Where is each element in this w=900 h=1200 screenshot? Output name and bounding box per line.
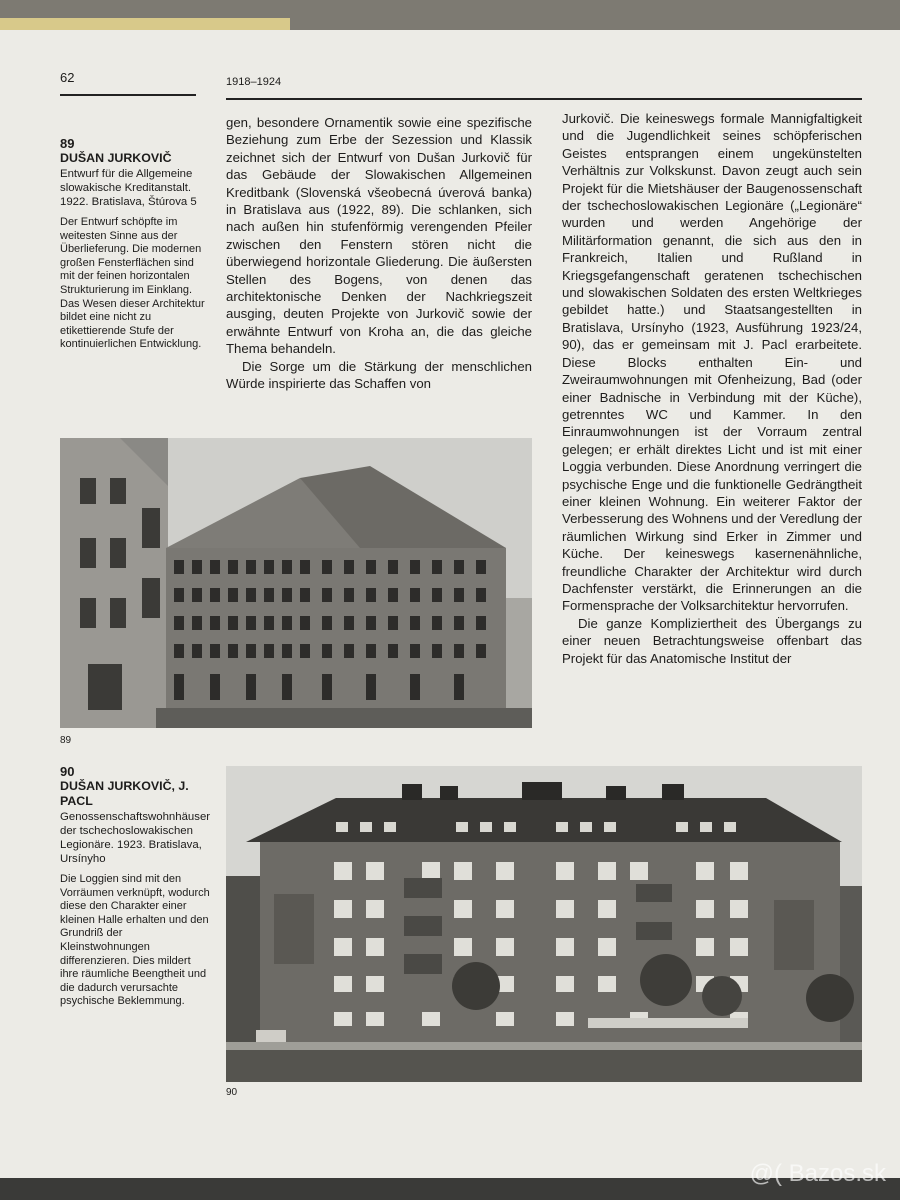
header-rule-main — [226, 98, 862, 100]
page-number: 62 — [60, 70, 75, 85]
caption-90 — [60, 764, 210, 1009]
header-rule-left — [60, 94, 196, 96]
photo-90-housing-block — [226, 766, 862, 1082]
running-head: 1918–1924 — [226, 76, 282, 88]
caption-comment: Die Loggien sind mit den Vorräumen verknüpft, wodurch diese den Charakter einer kleinen Halle erhalten und den Grundriß der Kleinstwohnungen differenzieren. Dies mildert ihre räumliche Beengtheit und die dadurch verursachte psychische Beklemmung. — [60, 873, 210, 1008]
caption-description: Genossenschaftswohnhäuser der tschechoslowakischen Legionäre. 1923. Bratislava, Ursínyho — [60, 811, 211, 865]
photo-89-bank-building — [60, 438, 532, 728]
caption-number: 90 — [60, 764, 75, 779]
body-paragraph: Die ganze Kompliziertheit des Übergangs zu einer neuen Betrachtungsweise offenbart das Projekt für das Anatomische Institut der — [562, 615, 862, 666]
body-column-right — [562, 110, 862, 667]
caption-89 — [60, 136, 206, 352]
caption-author: DUŠAN JURKOVIČ, J. PACL — [60, 779, 189, 808]
photo-90-label: 90 — [226, 1087, 238, 1098]
body-paragraph: Die Sorge um die Stärkung der menschlichen Würde inspirierte das Schaffen von — [226, 358, 532, 392]
caption-description: Entwurf für die Allgemeine slowakische Kreditanstalt. 1922. Bratislava, Štúrova 5 — [60, 168, 197, 208]
book-page — [0, 30, 900, 1178]
caption-number: 89 — [60, 136, 75, 151]
body-paragraph: Jurkovič. Die keineswegs formale Mannigfaltigkeit und die Jugendlichkeit seines schöpferischen Geistes entsprangen einem ungekünstelten Verhältnis zur Volkskunst. Davon zeugt auch sein Projekt für die Mietshäuser der Baugenossenschaft der tschechoslowakischen Legionäre („Legionäre“ wurden und werden Angehörige der Militärformation genannt, die sich aus den in Frankreich, Italien und Rußland in Kriegsgefangenschaft geratenen tschechischen und slowakischen Soldaten des ersten Weltkrieges gebildet hatte.) und Staatsangestellten in Bratislava, Ursínyho (1923, Ausführung 1923/24, 90), das er gemeinsam mit J. Pacl erarbeitete. Diese Blocks enthalten Ein- und Zweiraumwohnungen mit Ofenheizung, Bad (oder einer Badnische in Verbindung mit der Küche), getrenntes WC und Kammer. In den Einraumwohnungen ist der Vorraum zentral gelegen; er erhält direktes Licht und ist mit einer Loggia verbunden. Diese Anordnung verringert die psychische Enge und die funktionelle Gedrängtheit einer kleinen Wohnung. Ein weiterer Faktor der Verbesserung des Wohnens und der Veredlung der räumlichen Wirkung sind Erker in Zimmer und Küche. Der keineswegs kasernenähnliche, freundliche Charakter der Architektur wird durch Dachfenster verstärkt, die Erinnerungen an die Formensprache der Volksarchitektur hervorrufen. — [562, 111, 862, 614]
photo-89-label: 89 — [60, 735, 72, 746]
caption-comment: Der Entwurf schöpfte im weitesten Sinne aus der Überlieferung. Die modernen großen Fensterflächen sind mit der feinen horizontalen Strukturierung im Einklang. Das Wesen dieser Architektur bildet eine nicht zu etikettierende Stufe der kontinuierlichen Entwicklung. — [60, 216, 205, 351]
body-column-middle — [226, 114, 532, 393]
caption-author: DUŠAN JURKOVIČ — [60, 151, 172, 165]
body-paragraph: gen, besondere Ornamentik sowie eine spezifische Beziehung zum Erbe der Sezession und Klassik zeichnet sich der Entwurf von Dušan Jurkovič für das Gebäude der Slowakischen Allgemeinen Kreditbank (Slovenská všeobecná úverová banka) in Bratislava aus (1922, 89). Die schlanken, sich nach außen hin stufenförmig verengenden Pfeiler zwischen den Fenstern stören nicht die überwiegend horizontale Gliederung. Die äußersten Stellen des Bogens, von denen das architektonische Denken der Nachkriegszeit ausging, deuten Projekte von Jurkovič sowie der erwähnte Entwurf von Kroha an, die das gleiche Thema behandeln. — [226, 115, 532, 357]
watermark: @( Bazos.sk — [749, 1160, 886, 1187]
